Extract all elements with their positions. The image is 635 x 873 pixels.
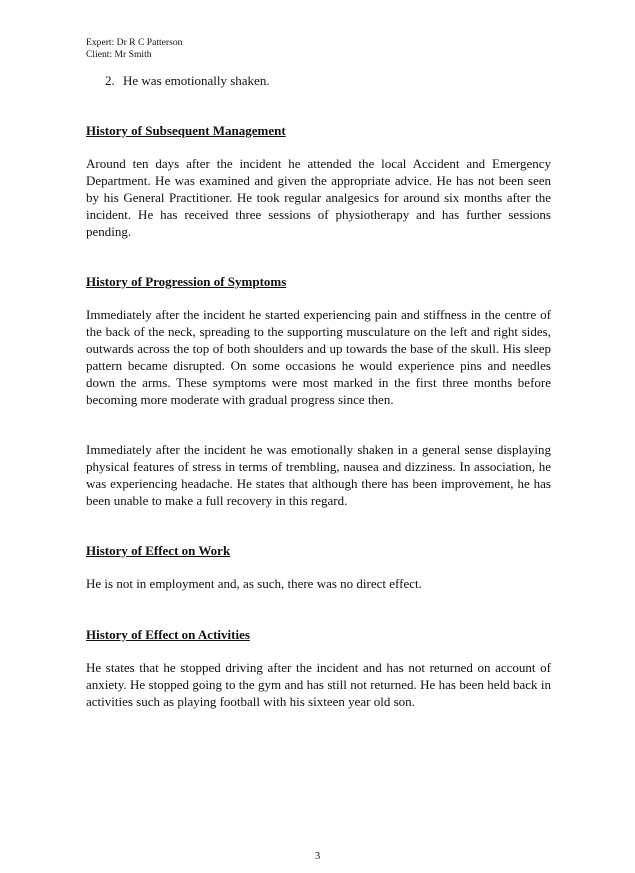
paragraph-subsequent-management: Around ten days after the incident he attended the local Accident and Emergency Department. He was examined and given the appropriate advice. He has not been seen by his General Practitioner. He took regular analgesics for around six months after the incident. He has received three sessions of physiotherapy and has further sessions pending. (86, 156, 551, 239)
list-item-text: He was emotionally shaken. (123, 73, 270, 88)
paragraph-effect-on-activities: He states that he stopped driving after the incident and has not returned on account of anxiety. He stopped going to the gym and has still not returned. He has been held back in activities such as playing football with his sixteen year old son. (86, 660, 551, 709)
heading-subsequent-management: History of Subsequent Management (86, 123, 286, 138)
expert-line: Expert: Dr R C Patterson (86, 37, 183, 48)
paragraph-effect-on-work: He is not in employment and, as such, there was no direct effect. (86, 576, 422, 591)
heading-progression-of-symptoms: History of Progression of Symptoms (86, 274, 287, 289)
client-line: Client: Mr Smith (86, 49, 152, 60)
heading-effect-on-work: History of Effect on Work (86, 543, 231, 558)
page-header (86, 37, 182, 61)
numbered-list-item (105, 72, 270, 89)
heading-effect-on-activities: History of Effect on Activities (86, 627, 250, 642)
paragraph-symptoms-physical: Immediately after the incident he started experiencing pain and stiffness in the centre of the back of the neck, spreading to the supporting musculature on the left and right sides, outwards across the top of both shoulders and up towards the base of the skull. His sleep pattern became disrupted. On some occasions he would experience pins and needles down the arms. These symptoms were most marked in the first three months before becoming more moderate with gradual progress since then. (86, 307, 551, 407)
page-number: 3 (314, 850, 321, 862)
list-item-number: 2. (105, 73, 115, 88)
paragraph-symptoms-emotional: Immediately after the incident he was emotionally shaken in a general sense displaying physical features of stress in terms of trembling, nausea and dizziness. In association, he was experiencing headache. He states that although there has been improvement, he has been unable to make a full recovery in this regard. (86, 442, 551, 508)
